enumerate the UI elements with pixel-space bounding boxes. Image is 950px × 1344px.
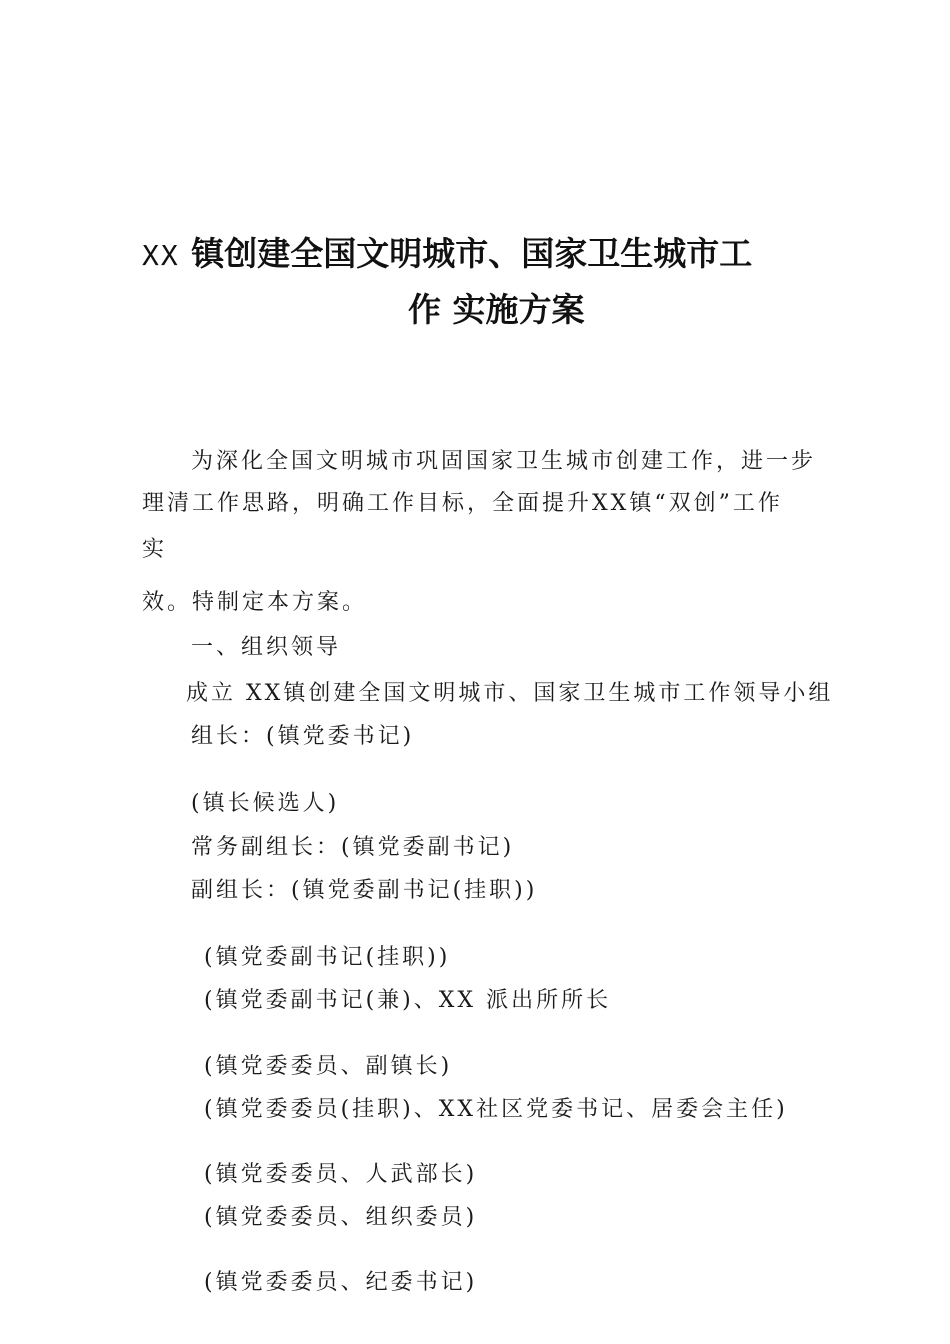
intro-paragraph-line2: 理清工作思路，明确工作目标，全面提升XX镇“双创”工作 — [142, 491, 783, 516]
deputy-line: 副组长：(镇党委副书记(挂职)) — [191, 878, 538, 903]
document-title-line1 — [142, 228, 752, 275]
member-line: (镇党委委员、组织委员) — [204, 1205, 478, 1230]
member-line: (镇党委委员、副镇长) — [204, 1054, 453, 1079]
leader2-line: (镇长候选人) — [191, 791, 340, 816]
section-heading: 一、组织领导 — [191, 635, 342, 660]
exec-deputy-line: 常务副组长：(镇党委副书记) — [191, 835, 515, 860]
member-line: (镇党委副书记(兼)、XX 派出所所长 — [204, 988, 612, 1013]
leader-line: 组长：(镇党委书记) — [191, 724, 415, 749]
intro-paragraph-line4: 效。特制定本方案。 — [142, 590, 368, 615]
intro-paragraph-line3: 实 — [142, 537, 168, 562]
member-line: (镇党委委员、人武部长) — [204, 1162, 478, 1187]
title-text: 镇创建全国文明城市、国家卫生城市工 — [191, 234, 753, 273]
title-prefix: XX — [142, 239, 180, 272]
group-intro: 成立 XX镇创建全国文明城市、国家卫生城市工作领导小组 — [186, 681, 834, 706]
member-line: (镇党委委员(挂职)、XX社区党委书记、居委会主任) — [204, 1097, 788, 1122]
document-title-line2: 作 实施方案 — [408, 290, 585, 329]
member-line: (镇党委委员、纪委书记) — [204, 1270, 478, 1295]
member-line: (镇党委副书记(挂职)) — [204, 945, 451, 970]
intro-paragraph-line1: 为深化全国文明城市巩固国家卫生城市创建工作，进一步 — [191, 449, 817, 474]
